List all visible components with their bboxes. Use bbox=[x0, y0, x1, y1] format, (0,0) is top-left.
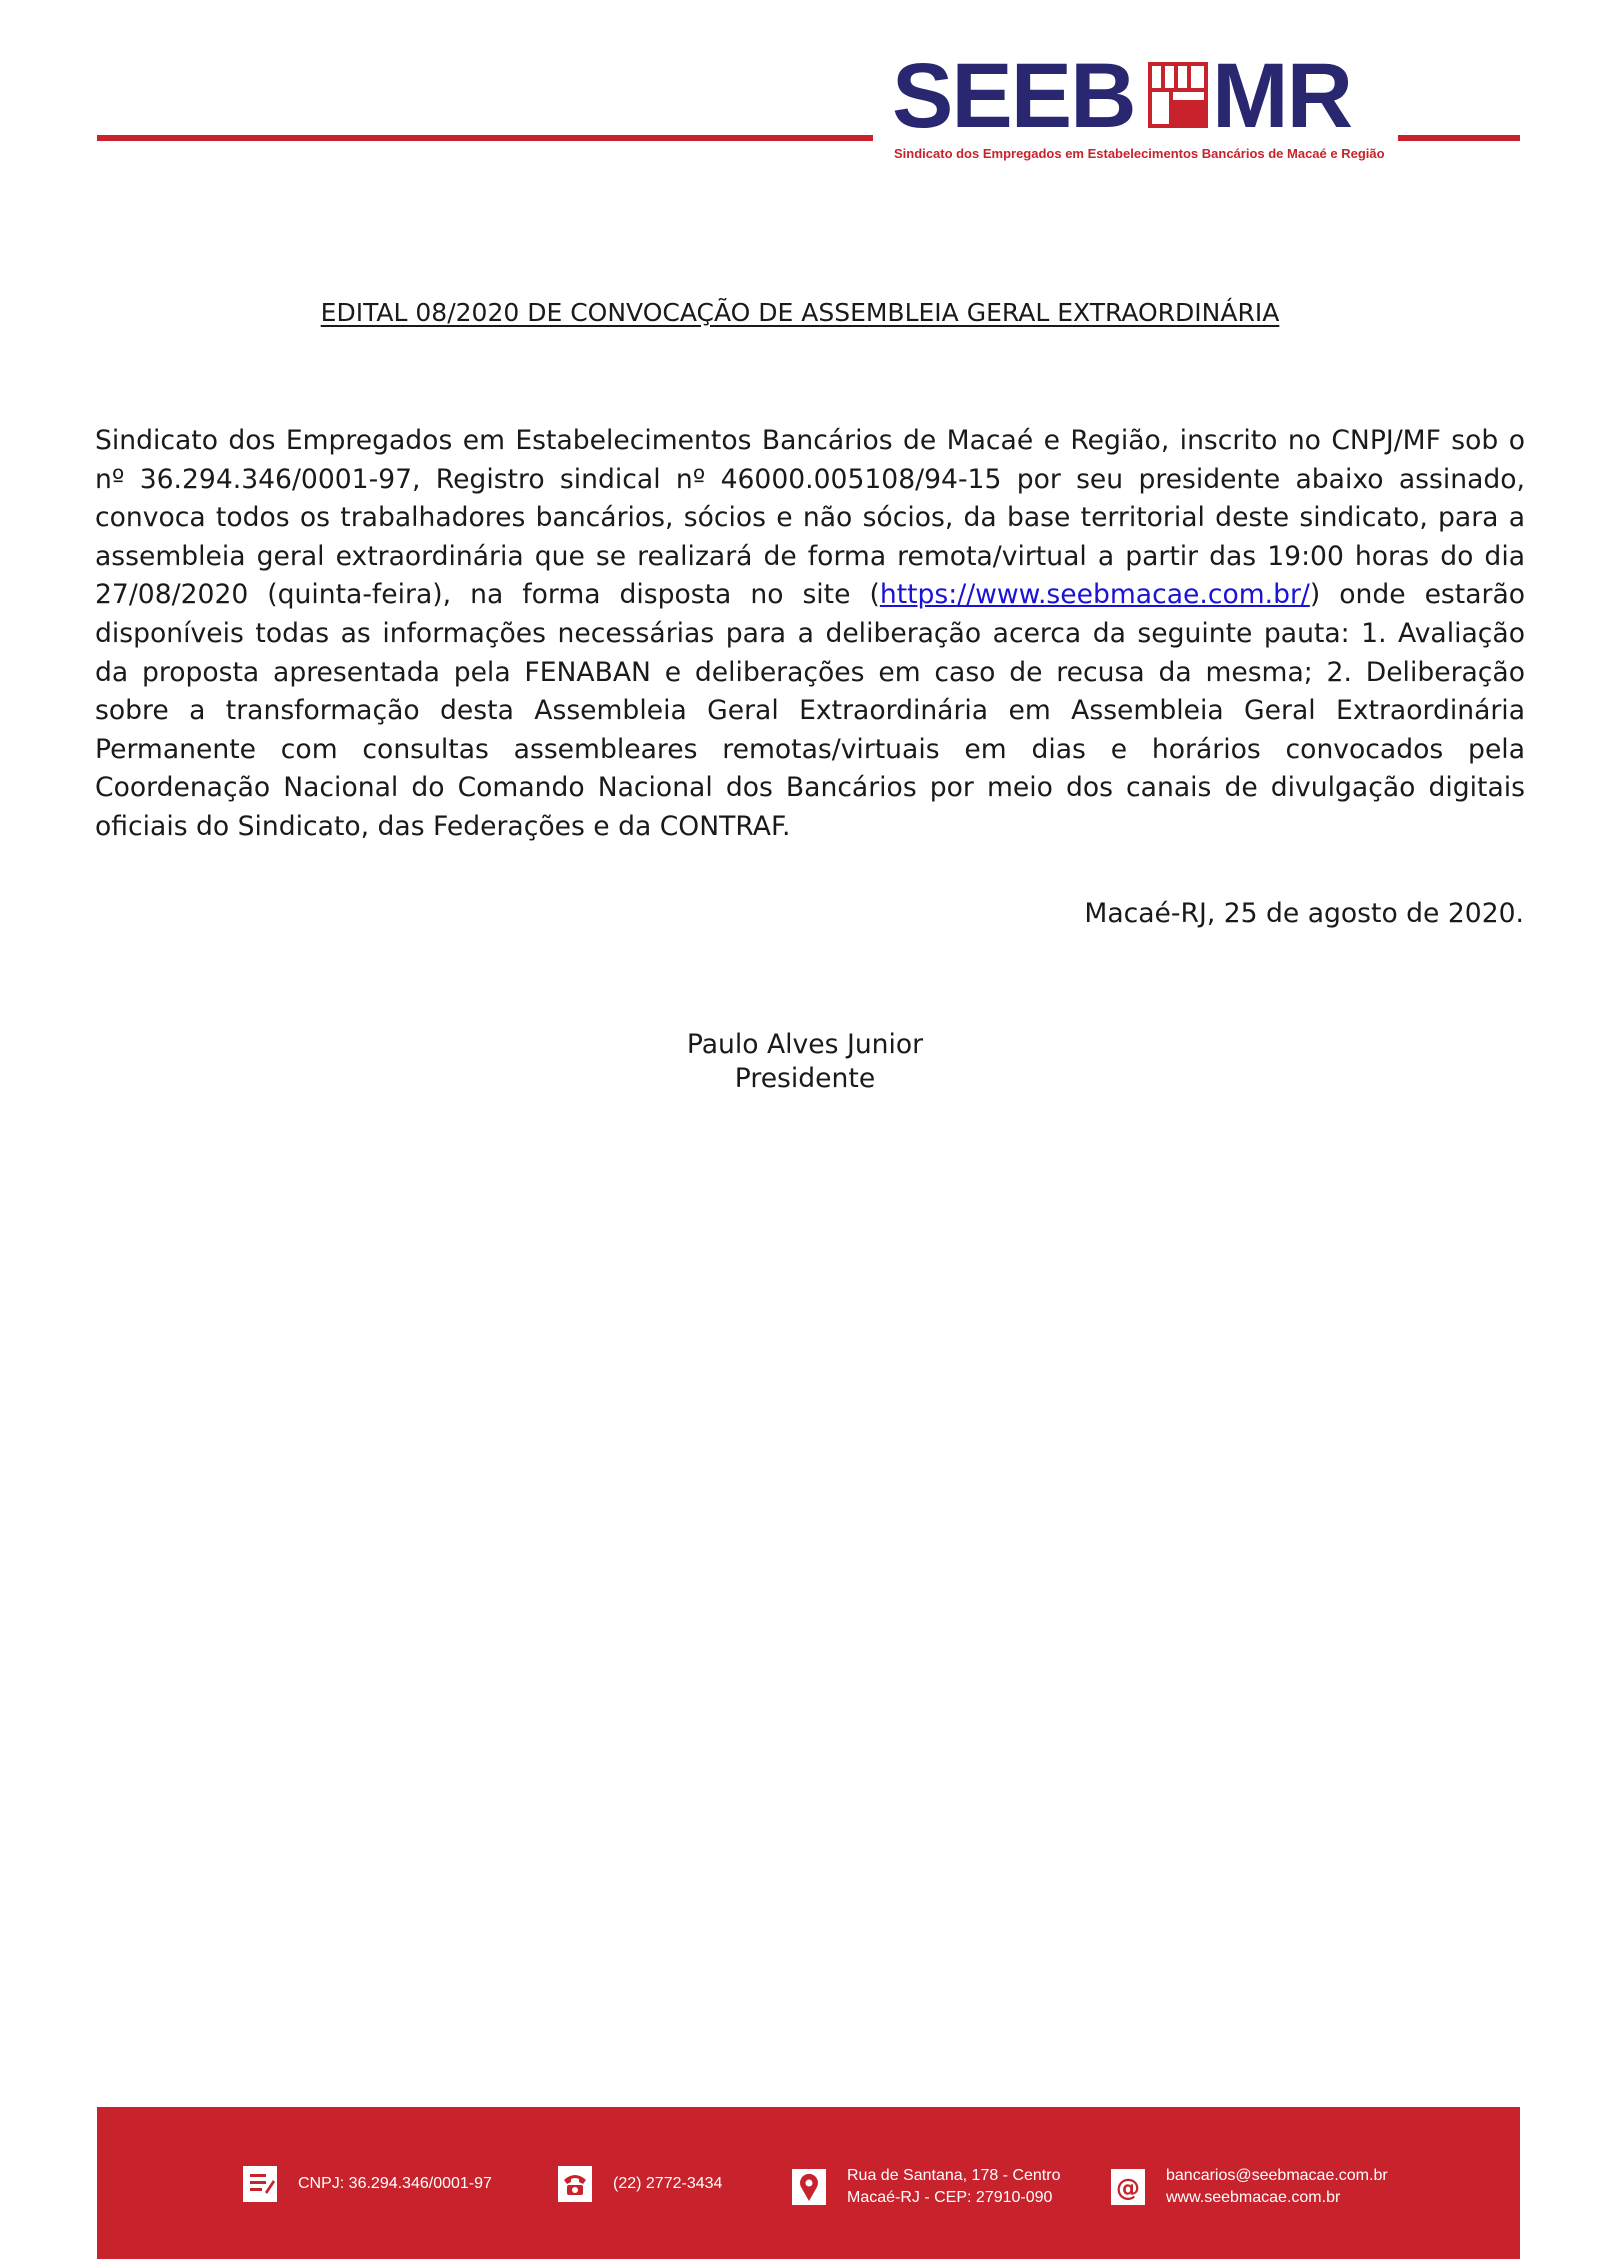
document-title: EDITAL 08/2020 DE CONVOCAÇÃO DE ASSEMBLEIA GERAL EXTRAORDINÁRIA bbox=[320, 298, 1280, 327]
footer-contact-text bbox=[1166, 2165, 1388, 2209]
footer-address-line1: Rua de Santana, 178 - Centro bbox=[847, 2167, 1061, 2184]
header-rule-left bbox=[97, 135, 873, 141]
logo-mark-icon bbox=[1148, 62, 1208, 128]
seeb-mr-logo bbox=[890, 45, 1390, 165]
footer-address-line2: Macaé-RJ - CEP: 27910-090 bbox=[847, 2189, 1053, 2206]
header-rule-right bbox=[1398, 135, 1520, 141]
footer-phone-text: (22) 2772-3434 bbox=[613, 2175, 723, 2192]
logo-subtitle: Sindicato dos Empregados em Estabelecimentos Bancários de Macaé e Região bbox=[894, 146, 1385, 161]
website-link[interactable]: https://www.seebmacae.com.br/ bbox=[879, 579, 1310, 611]
signer-role: Presidente bbox=[734, 1063, 876, 1094]
footer-cnpj bbox=[242, 2165, 492, 2203]
signer-name: Paulo Alves Junior bbox=[686, 1029, 924, 1060]
footer-address bbox=[791, 2165, 1060, 2209]
footer-cnpj-text: CNPJ: 36.294.346/0001-97 bbox=[298, 2175, 492, 2192]
svg-text:@: @ bbox=[1116, 2174, 1140, 2202]
footer-address-text bbox=[847, 2165, 1060, 2209]
at-sign-icon bbox=[1110, 2168, 1146, 2206]
logo-text-mr: MR bbox=[1212, 45, 1352, 147]
footer-bar bbox=[97, 2107, 1520, 2259]
date-line: Macaé-RJ, 25 de agosto de 2020. bbox=[1084, 898, 1524, 929]
footer-website[interactable]: www.seebmacae.com.br bbox=[1166, 2189, 1341, 2206]
location-pin-icon bbox=[791, 2168, 827, 2206]
document-icon bbox=[242, 2165, 278, 2203]
footer-phone bbox=[557, 2165, 722, 2203]
body-text-part2: ) onde estarão disponíveis todas as informações necessárias para a deliberação acerca da seguinte pauta: 1. Avaliação da proposta apresentada pela FENABAN e deliberações em caso de recusa da mesma; 2. Deliberação sobre a transformação desta Assembleia Geral Extraordinária em Assembleia Geral Extraordinária Permanente com consultas assembleares remotas/virtuais em dias e horários convocados pela Coordenação Nacional do Comando Nacional dos Bancários por meio dos canais de divulgação digitais oficiais do Sindicato, das Federações e da CONTRAF. bbox=[95, 579, 1526, 842]
phone-icon bbox=[557, 2165, 593, 2203]
body-text-part1: Sindicato dos Empregados em Estabelecimentos Bancários de Macaé e Região, inscrito no CNPJ/MF sob o nº 36.294.346/0001-97, Registro sindical nº 46000.005108/94-15 por seu presidente abaixo assinado, convoca todos os trabalhadores bancários, sócios e não sócios, da base territorial deste sindicato, para a assembleia geral extraordinária que se realizará de forma remota/virtual a partir das 19:00 horas do dia 27/08/2020 (quinta-feira), na forma disposta no site ( bbox=[95, 425, 1525, 611]
logo-text-seeb: SEEB bbox=[892, 45, 1135, 147]
body-paragraph bbox=[95, 422, 1525, 847]
signature-block bbox=[0, 1028, 1600, 1096]
footer-email[interactable]: bancarios@seebmacae.com.br bbox=[1166, 2167, 1388, 2184]
footer-contact bbox=[1110, 2165, 1388, 2209]
